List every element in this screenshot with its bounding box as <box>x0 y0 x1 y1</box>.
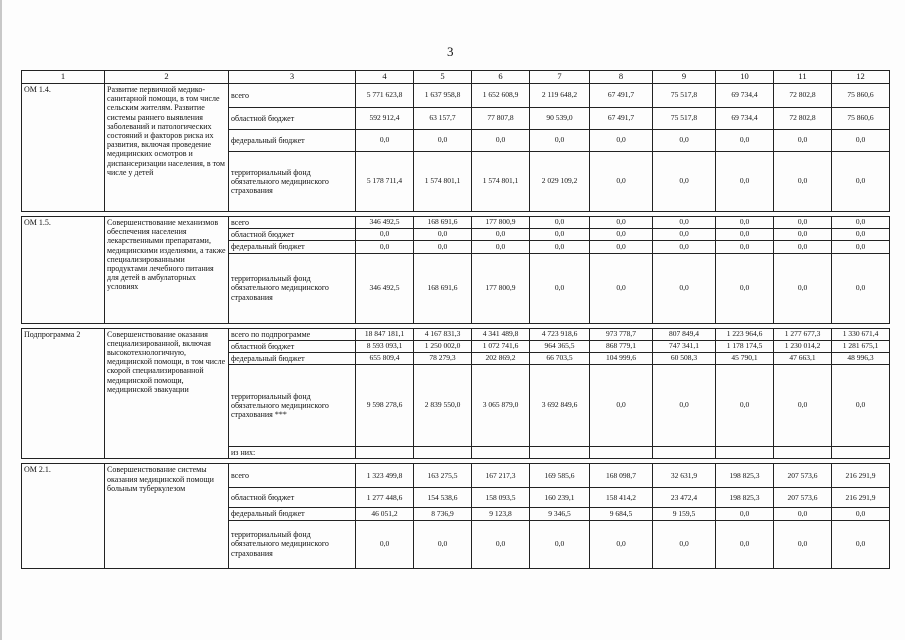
value-cell: 0,0 <box>716 130 774 152</box>
value-cell: 1 230 014,2 <box>774 340 832 352</box>
value-cell: 0,0 <box>832 229 890 241</box>
value-cell: 0,0 <box>774 241 832 253</box>
value-cell: 0,0 <box>716 253 774 323</box>
value-cell: 198 825,3 <box>716 464 774 488</box>
program-name: Совершенствование оказания специализированной, включая высокотехнологичную, медицинской помощи, в том числе скорой специализированной медицинской помощи, медицинской эвакуации <box>105 328 229 459</box>
value-cell: 158 414,2 <box>590 488 653 508</box>
value-cell: 0,0 <box>832 365 890 447</box>
value-cell: 75 517,8 <box>653 84 716 108</box>
value-cell: 807 849,4 <box>653 328 716 340</box>
value-cell: 9 346,5 <box>530 508 590 520</box>
funding-source: территориальный фонд обязательного медицинского страхования <box>229 152 356 212</box>
value-cell: 0,0 <box>774 365 832 447</box>
value-cell: 23 472,4 <box>653 488 716 508</box>
value-cell: 69 734,4 <box>716 108 774 130</box>
value-cell: 167 217,3 <box>472 464 530 488</box>
value-cell: 0,0 <box>590 217 653 229</box>
value-cell: 202 869,2 <box>472 352 530 364</box>
value-cell: 0,0 <box>716 152 774 212</box>
value-cell: 78 279,3 <box>414 352 472 364</box>
value-cell: 90 539,0 <box>530 108 590 130</box>
value-cell: 0,0 <box>356 241 414 253</box>
value-cell: 0,0 <box>774 253 832 323</box>
value-cell: 1 652 608,9 <box>472 84 530 108</box>
value-cell: 8 593 093,1 <box>356 340 414 352</box>
header-cell: 7 <box>530 71 590 84</box>
value-cell: 48 996,3 <box>832 352 890 364</box>
value-cell: 0,0 <box>590 229 653 241</box>
value-cell: 0,0 <box>472 229 530 241</box>
funding-source: федеральный бюджет <box>229 241 356 253</box>
table-row <box>22 328 890 340</box>
value-cell: 0,0 <box>774 520 832 568</box>
value-cell: 0,0 <box>653 229 716 241</box>
value-cell: 177 800,9 <box>472 217 530 229</box>
value-cell: 75 860,6 <box>832 84 890 108</box>
header-row <box>22 71 890 84</box>
table-row <box>22 217 890 229</box>
table-row <box>22 464 890 488</box>
value-cell: 0,0 <box>653 520 716 568</box>
value-cell: 207 573,6 <box>774 488 832 508</box>
value-cell: 973 778,7 <box>590 328 653 340</box>
value-cell: 9 684,5 <box>590 508 653 520</box>
value-cell: 0,0 <box>472 520 530 568</box>
empty-cell <box>590 447 653 459</box>
funding-source: областной бюджет <box>229 340 356 352</box>
header-cell: 1 <box>22 71 105 84</box>
value-cell: 0,0 <box>472 130 530 152</box>
funding-source: территориальный фонд обязательного медицинского страхования <box>229 520 356 568</box>
program-name: Совершенствование механизмов обеспечения населения лекарственными препаратами, медицинскими изделиями, а также специализированными продуктами лечебного питания для детей в амбулаторных условиях <box>105 217 229 324</box>
page-number: 3 <box>447 44 454 59</box>
value-cell: 69 734,4 <box>716 84 774 108</box>
header-cell: 4 <box>356 71 414 84</box>
value-cell: 0,0 <box>414 229 472 241</box>
funding-source: федеральный бюджет <box>229 130 356 152</box>
header-cell: 11 <box>774 71 832 84</box>
value-cell: 0,0 <box>653 217 716 229</box>
value-cell: 4 167 831,3 <box>414 328 472 340</box>
value-cell: 1 330 671,4 <box>832 328 890 340</box>
program-code: ОМ 1.4. <box>22 84 105 212</box>
value-cell: 0,0 <box>716 241 774 253</box>
value-cell: 0,0 <box>530 520 590 568</box>
empty-cell <box>530 447 590 459</box>
value-cell: 5 178 711,4 <box>356 152 414 212</box>
header-cell: 10 <box>716 71 774 84</box>
value-cell: 0,0 <box>414 520 472 568</box>
funding-table <box>21 70 890 569</box>
value-cell: 0,0 <box>590 130 653 152</box>
value-cell: 0,0 <box>356 520 414 568</box>
value-cell: 0,0 <box>472 241 530 253</box>
value-cell: 0,0 <box>653 130 716 152</box>
funding-source: всего <box>229 464 356 488</box>
value-cell: 60 508,3 <box>653 352 716 364</box>
value-cell: 0,0 <box>356 229 414 241</box>
value-cell: 0,0 <box>832 520 890 568</box>
value-cell: 177 800,9 <box>472 253 530 323</box>
funding-source: всего по подпрограмме <box>229 328 356 340</box>
header-cell: 6 <box>472 71 530 84</box>
value-cell: 9 598 278,6 <box>356 365 414 447</box>
value-cell: 216 291,9 <box>832 464 890 488</box>
value-cell: 592 912,4 <box>356 108 414 130</box>
value-cell: 160 239,1 <box>530 488 590 508</box>
header-cell: 8 <box>590 71 653 84</box>
value-cell: 66 703,5 <box>530 352 590 364</box>
value-cell: 154 538,6 <box>414 488 472 508</box>
value-cell: 0,0 <box>832 253 890 323</box>
value-cell: 198 825,3 <box>716 488 774 508</box>
header-cell: 9 <box>653 71 716 84</box>
empty-cell <box>356 447 414 459</box>
value-cell: 8 736,9 <box>414 508 472 520</box>
value-cell: 0,0 <box>832 217 890 229</box>
value-cell: 75 517,8 <box>653 108 716 130</box>
value-cell: 0,0 <box>716 520 774 568</box>
value-cell: 0,0 <box>774 229 832 241</box>
value-cell: 1 277 677,3 <box>774 328 832 340</box>
value-cell: 1 281 675,1 <box>832 340 890 352</box>
value-cell: 0,0 <box>530 253 590 323</box>
program-code: ОМ 2.1. <box>22 464 105 568</box>
header-cell: 12 <box>832 71 890 84</box>
value-cell: 4 341 489,8 <box>472 328 530 340</box>
value-cell: 747 341,1 <box>653 340 716 352</box>
table-row <box>22 84 890 108</box>
empty-cell <box>472 447 530 459</box>
value-cell: 868 779,1 <box>590 340 653 352</box>
value-cell: 67 491,7 <box>590 108 653 130</box>
program-name: Развитие первичной медико-санитарной помощи, в том числе сельским жителям. Развитие системы раннего выявления заболеваний и патологических состояний и факторов риска их развития, включая проведение медицинских осмотров и диспансеризации населения, в том числе у детей <box>105 84 229 212</box>
value-cell: 0,0 <box>653 152 716 212</box>
value-cell: 0,0 <box>530 130 590 152</box>
value-cell: 0,0 <box>414 130 472 152</box>
value-cell: 0,0 <box>653 365 716 447</box>
value-cell: 346 492,5 <box>356 253 414 323</box>
value-cell: 0,0 <box>774 508 832 520</box>
value-cell: 207 573,6 <box>774 464 832 488</box>
funding-source: всего <box>229 217 356 229</box>
value-cell: 0,0 <box>832 241 890 253</box>
empty-cell <box>774 447 832 459</box>
value-cell: 0,0 <box>356 130 414 152</box>
value-cell: 1 574 801,1 <box>414 152 472 212</box>
funding-source: областной бюджет <box>229 108 356 130</box>
value-cell: 0,0 <box>716 508 774 520</box>
value-cell: 77 807,8 <box>472 108 530 130</box>
value-cell: 0,0 <box>832 152 890 212</box>
funding-source: всего <box>229 84 356 108</box>
funding-source: территориальный фонд обязательного медицинского страхования *** <box>229 365 356 447</box>
value-cell: 104 999,6 <box>590 352 653 364</box>
value-cell: 0,0 <box>414 241 472 253</box>
value-cell: 72 802,8 <box>774 108 832 130</box>
value-cell: 47 663,1 <box>774 352 832 364</box>
value-cell: 72 802,8 <box>774 84 832 108</box>
value-cell: 216 291,9 <box>832 488 890 508</box>
value-cell: 1 323 499,8 <box>356 464 414 488</box>
value-cell: 1 250 002,0 <box>414 340 472 352</box>
value-cell: 3 692 849,6 <box>530 365 590 447</box>
funding-source: федеральный бюджет <box>229 508 356 520</box>
value-cell: 75 860,6 <box>832 108 890 130</box>
value-cell: 2 839 550,0 <box>414 365 472 447</box>
value-cell: 2 119 648,2 <box>530 84 590 108</box>
value-cell: 1 072 741,6 <box>472 340 530 352</box>
value-cell: 0,0 <box>832 130 890 152</box>
value-cell: 32 631,9 <box>653 464 716 488</box>
value-cell: 1 178 174,5 <box>716 340 774 352</box>
value-cell: 168 098,7 <box>590 464 653 488</box>
value-cell: 3 065 879,0 <box>472 365 530 447</box>
value-cell: 45 790,1 <box>716 352 774 364</box>
value-cell: 0,0 <box>530 217 590 229</box>
value-cell: 0,0 <box>716 229 774 241</box>
value-cell: 1 223 964,6 <box>716 328 774 340</box>
scan-edge <box>0 0 2 640</box>
funding-source: областной бюджет <box>229 229 356 241</box>
value-cell: 1 277 448,6 <box>356 488 414 508</box>
empty-cell <box>653 447 716 459</box>
value-cell: 0,0 <box>716 217 774 229</box>
value-cell: 158 093,5 <box>472 488 530 508</box>
value-cell: 0,0 <box>590 253 653 323</box>
empty-cell <box>414 447 472 459</box>
sub-label: из них: <box>229 447 356 459</box>
header-cell: 3 <box>229 71 356 84</box>
value-cell: 1 637 958,8 <box>414 84 472 108</box>
value-cell: 4 723 918,6 <box>530 328 590 340</box>
value-cell: 0,0 <box>530 241 590 253</box>
empty-cell <box>832 447 890 459</box>
value-cell: 18 847 181,1 <box>356 328 414 340</box>
value-cell: 169 585,6 <box>530 464 590 488</box>
funding-source: территориальный фонд обязательного медицинского страхования <box>229 253 356 323</box>
value-cell: 346 492,5 <box>356 217 414 229</box>
value-cell: 168 691,6 <box>414 253 472 323</box>
funding-source: федеральный бюджет <box>229 352 356 364</box>
value-cell: 5 771 623,8 <box>356 84 414 108</box>
value-cell: 964 365,5 <box>530 340 590 352</box>
header-cell: 5 <box>414 71 472 84</box>
value-cell: 0,0 <box>774 130 832 152</box>
value-cell: 0,0 <box>590 152 653 212</box>
value-cell: 0,0 <box>653 253 716 323</box>
funding-source: областной бюджет <box>229 488 356 508</box>
value-cell: 655 809,4 <box>356 352 414 364</box>
value-cell: 0,0 <box>774 217 832 229</box>
program-code: Подпрограмма 2 <box>22 328 105 459</box>
value-cell: 2 029 109,2 <box>530 152 590 212</box>
program-name: Совершенствование системы оказания медицинской помощи больным туберкулезом <box>105 464 229 568</box>
empty-cell <box>716 447 774 459</box>
value-cell: 168 691,6 <box>414 217 472 229</box>
value-cell: 0,0 <box>774 152 832 212</box>
header-cell: 2 <box>105 71 229 84</box>
value-cell: 67 491,7 <box>590 84 653 108</box>
value-cell: 0,0 <box>530 229 590 241</box>
value-cell: 0,0 <box>832 508 890 520</box>
value-cell: 0,0 <box>653 241 716 253</box>
value-cell: 9 159,5 <box>653 508 716 520</box>
value-cell: 0,0 <box>590 365 653 447</box>
value-cell: 9 123,8 <box>472 508 530 520</box>
value-cell: 163 275,5 <box>414 464 472 488</box>
value-cell: 0,0 <box>590 520 653 568</box>
program-code: ОМ 1.5. <box>22 217 105 324</box>
value-cell: 0,0 <box>716 365 774 447</box>
value-cell: 63 157,7 <box>414 108 472 130</box>
value-cell: 1 574 801,1 <box>472 152 530 212</box>
value-cell: 46 051,2 <box>356 508 414 520</box>
value-cell: 0,0 <box>590 241 653 253</box>
